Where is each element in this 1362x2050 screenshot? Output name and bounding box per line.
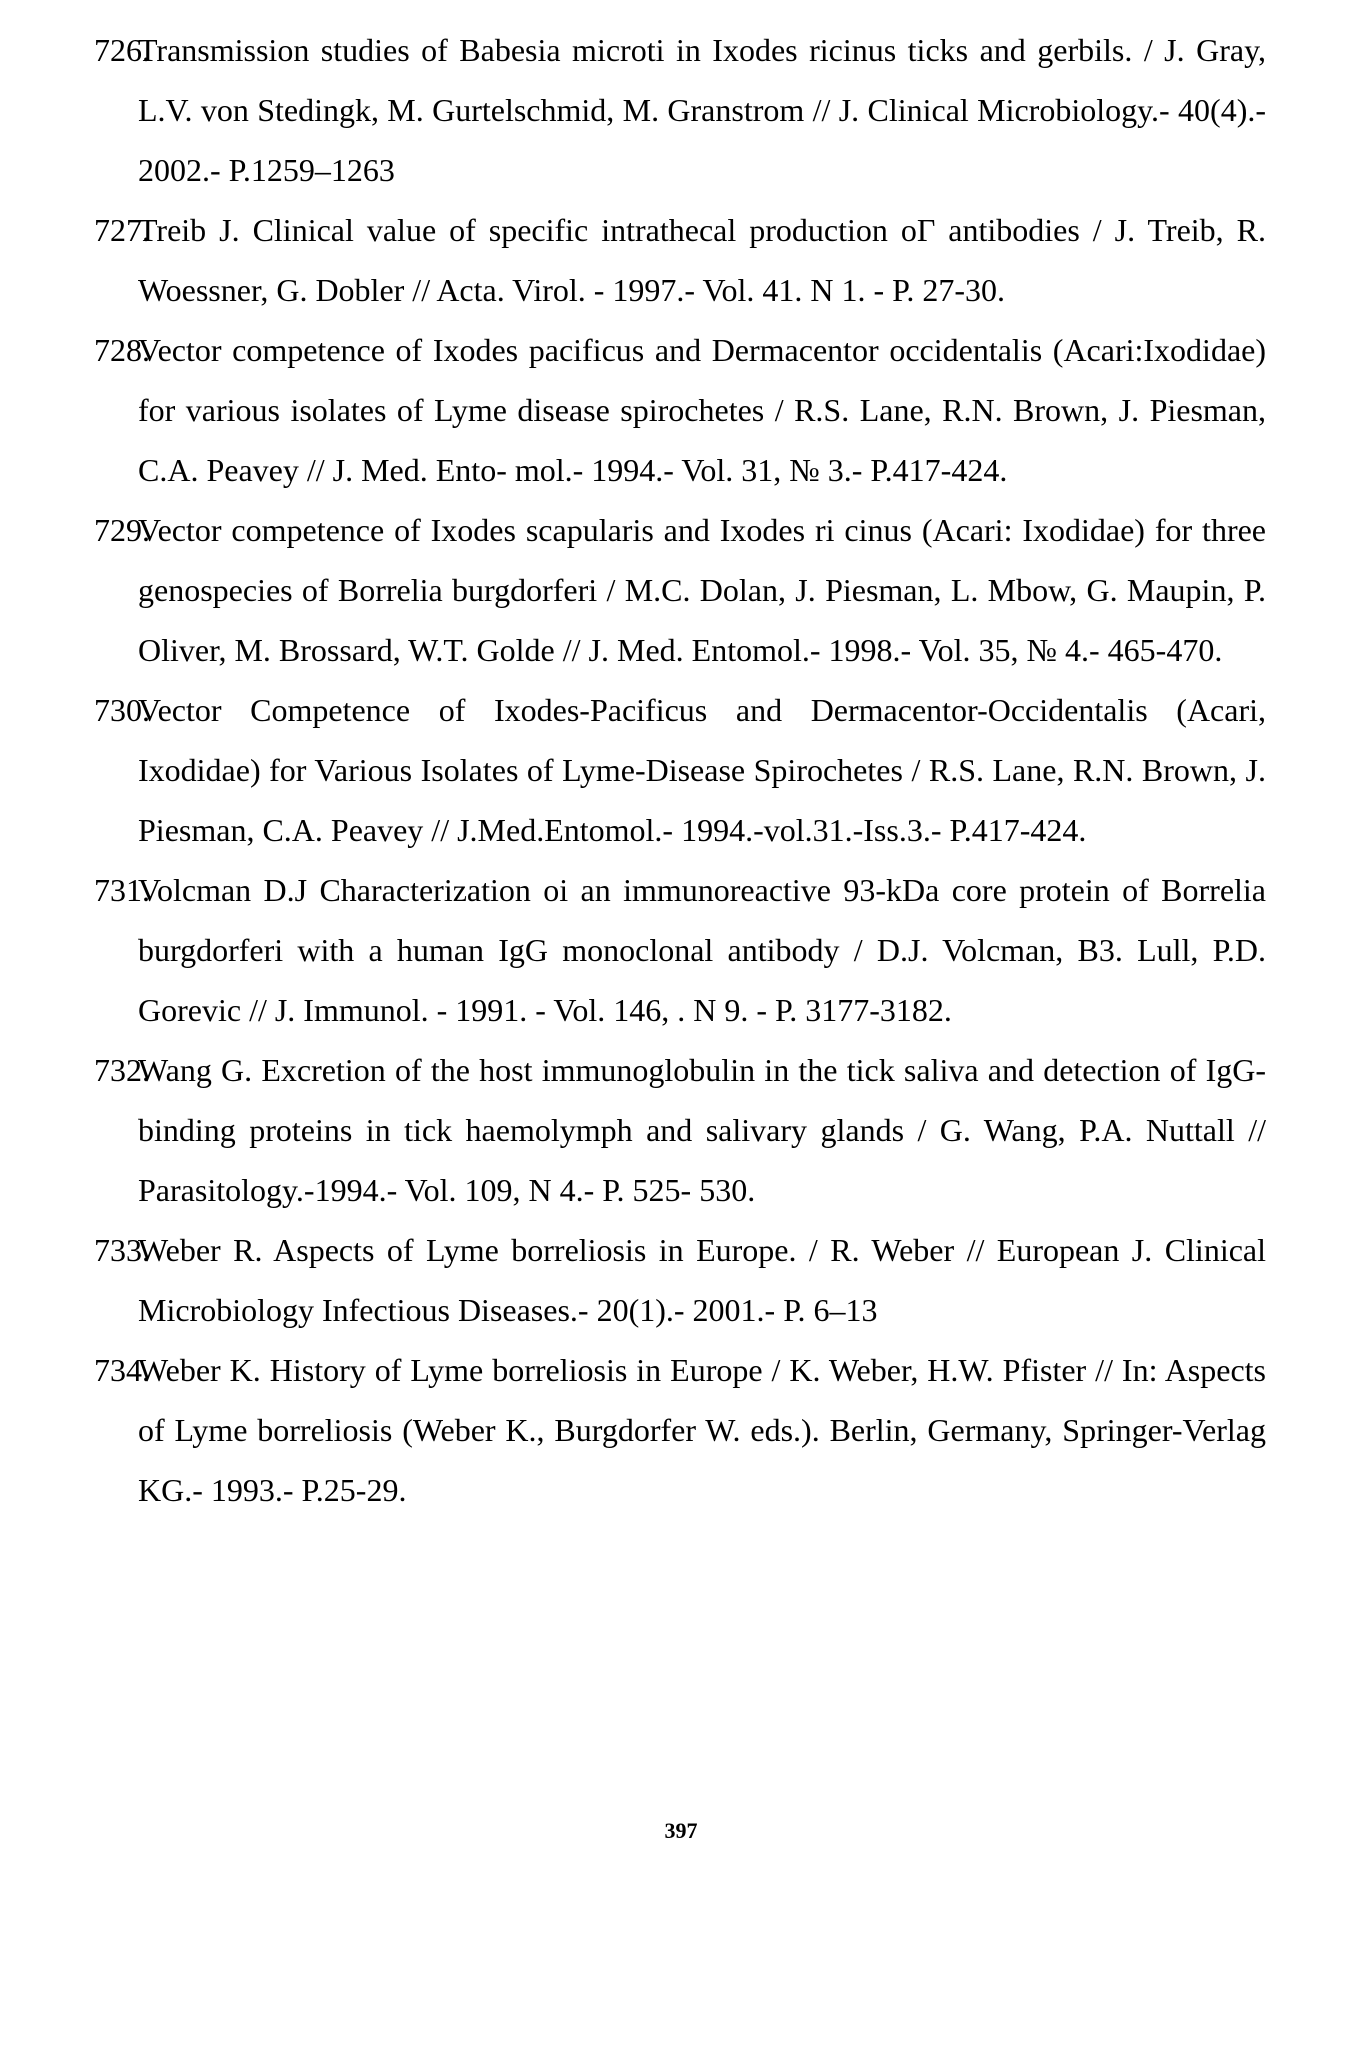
reference-item [94, 500, 1266, 680]
reference-number: 731. [94, 872, 150, 908]
reference-item [94, 1220, 1266, 1340]
reference-item [94, 200, 1266, 320]
reference-text: Weber R. Aspects of Lyme borreliosis in Europe. / R. Weber // European J. Clinical Microbiology Infectious Diseases.- 20(1).- 2001.- P. 6–13 [138, 1232, 1266, 1328]
reference-number: 732. [94, 1052, 150, 1088]
reference-text: Treib J. Clinical value of specific intrathecal production oГ antibodies / J. Treib, R. Woessner, G. Dobler // Acta. Virol. - 1997.- Vol. 41. N 1. - P. 27-30. [138, 212, 1266, 308]
reference-item [94, 320, 1266, 500]
page-number: 397 [664, 1818, 698, 1843]
reference-text: Wang G. Excretion of the host immunoglobulin in the tick saliva and detection of IgG-binding proteins in tick haemolymph and salivary glands / G. Wang, P.A. Nuttall // Parasitology.-1994.- Vol. 109, N 4.- P. 525- 530. [138, 1052, 1266, 1208]
reference-text: Volcman D.J Characterization oi an immunoreactive 93-kDa core protein of Borrelia burgdorferi with a human IgG monoclonal antibody / D.J. Volcman, B3. Lull, P.D. Gorevic // J. Immunol. - 1991. - Vol. 146, . N 9. - P. 3177-3182. [138, 872, 1266, 1028]
reference-text: Vector competence of Ixodes pacificus and Dermacentor occidentalis (Acari:Ixodidae) for various isolates of Lyme disease spirochetes / R.S. Lane, R.N. Brown, J. Piesman, C.A. Peavey // J. Med. Ento- mol.- 1994.- Vol. 31, № 3.- P.417-424. [138, 332, 1266, 488]
reference-list [0, 20, 1362, 1520]
reference-number: 726. [94, 32, 150, 68]
reference-item [94, 860, 1266, 1040]
reference-text: Vector competence of Ixodes scapularis and Ixodes ri cinus (Acari: Ixodidae) for three genospecies of Borrelia burgdorferi / M.C. Dolan, J. Piesman, L. Mbow, G. Maupin, P. Oliver, M. Brossard, W.T. Golde // J. Med. Entomol.- 1998.- Vol. 35, № 4.- 465-470. [138, 512, 1266, 668]
reference-item [94, 1340, 1266, 1520]
reference-text: Vector Competence of Ixodes-Pacificus and Dermacentor-Occidentalis (Acari, Ixodidae) for Various Isolates of Lyme-Disease Spirochetes / R.S. Lane, R.N. Brown, J. Piesman, C.A. Peavey // J.Med.Entomol.- 1994.-vol.31.-Iss.3.- P.417-424. [138, 692, 1266, 848]
reference-number: 729. [94, 512, 150, 548]
reference-item [94, 1040, 1266, 1220]
reference-item [94, 20, 1266, 200]
reference-number: 733. [94, 1232, 150, 1268]
reference-number: 727. [94, 212, 150, 248]
reference-number: 728. [94, 332, 150, 368]
reference-item [94, 680, 1266, 860]
reference-text: Transmission studies of Babesia microti in Ixodes ricinus ticks and gerbils. / J. Gray, L.V. von Stedingk, M. Gurtelschmid, M. Granstrom // J. Clinical Microbiology.- 40(4).- 2002.- P.1259–1263 [138, 32, 1266, 188]
reference-number: 734. [94, 1352, 150, 1388]
reference-number: 730. [94, 692, 150, 728]
reference-text: Weber K. History of Lyme borreliosis in Europe / K. Weber, H.W. Pfister // In: Aspects of Lyme borreliosis (Weber K., Burgdorfer W. eds.). Berlin, Germany, Springer-Verlag KG.- 1993.- P.25-29. [138, 1352, 1266, 1508]
